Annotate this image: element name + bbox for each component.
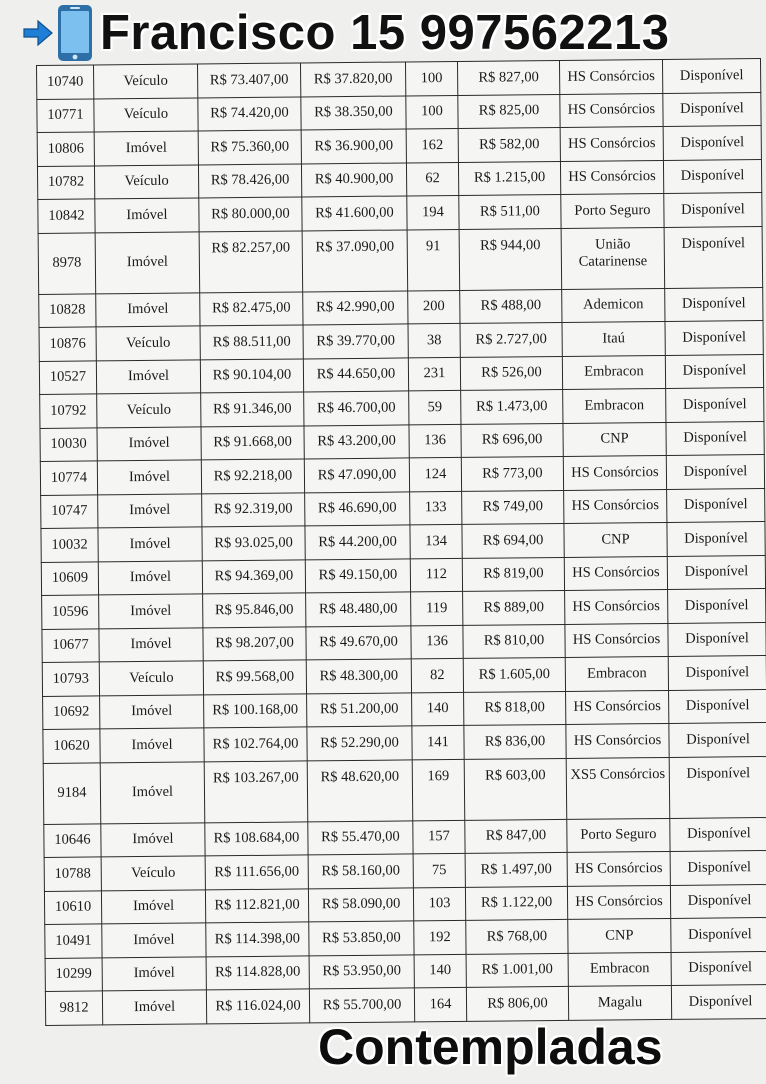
- cell-status: Disponível: [663, 92, 761, 126]
- cell-credit-value: R$ 114.828,00: [206, 955, 309, 989]
- cell-down-payment: R$ 53.950,00: [309, 954, 414, 989]
- cell-administrator: Embracon: [565, 656, 668, 690]
- cell-status: Disponível: [668, 656, 766, 690]
- cell-status: Disponível: [666, 388, 764, 422]
- cell-down-payment: R$ 48.300,00: [306, 659, 411, 694]
- cell-installment-value: R$ 1.122,00: [465, 886, 567, 920]
- cell-remaining-installments: 91: [407, 229, 460, 290]
- cell-remaining-installments: 194: [407, 195, 459, 229]
- table-row: [38, 226, 763, 294]
- cell-remaining-installments: 103: [413, 887, 465, 921]
- cell-installment-value: R$ 825,00: [458, 94, 560, 128]
- cell-administrator: HS Consórcios: [560, 93, 663, 127]
- cell-installment-value: R$ 944,00: [459, 228, 562, 290]
- cell-remaining-installments: 124: [409, 457, 461, 491]
- cell-down-payment: R$ 46.690,00: [305, 491, 410, 526]
- cell-asset-type: Veículo: [94, 64, 198, 98]
- cell-status: Disponível: [670, 851, 766, 885]
- cell-status: Disponível: [667, 555, 765, 589]
- cell-administrator: HS Consórcios: [559, 59, 662, 93]
- cell-down-payment: R$ 48.480,00: [306, 592, 411, 627]
- footer-title: Contempladas: [318, 1019, 663, 1075]
- cell-installment-value: R$ 603,00: [464, 758, 567, 820]
- cell-remaining-installments: 164: [414, 987, 466, 1021]
- cell-asset-type: Veículo: [101, 856, 205, 890]
- cell-credit-value: R$ 111.656,00: [205, 855, 308, 889]
- cell-credit-value: R$ 108.684,00: [205, 821, 308, 855]
- cell-credit-value: R$ 100.168,00: [204, 693, 307, 727]
- cell-remaining-installments: 82: [411, 658, 463, 692]
- cell-quota-code: 10609: [41, 561, 98, 595]
- cell-credit-value: R$ 73.407,00: [197, 63, 300, 97]
- cell-remaining-installments: 133: [410, 491, 462, 525]
- cell-credit-value: R$ 114.398,00: [206, 922, 309, 956]
- cell-down-payment: R$ 53.850,00: [309, 921, 414, 956]
- cell-status: Disponível: [664, 226, 763, 288]
- cell-quota-code: 10646: [44, 823, 101, 857]
- banner-contact-text: Francisco 15 997562213: [100, 6, 670, 60]
- cell-administrator: HS Consórcios: [567, 885, 670, 919]
- cell-status: Disponível: [667, 488, 765, 522]
- cell-quota-code: 10771: [37, 98, 94, 132]
- cell-asset-type: Imóvel: [96, 292, 200, 326]
- cell-status: Disponível: [669, 723, 766, 757]
- cell-credit-value: R$ 80.000,00: [199, 197, 302, 231]
- cell-installment-value: R$ 696,00: [461, 423, 563, 457]
- cell-credit-value: R$ 103.267,00: [204, 760, 308, 822]
- cell-administrator: HS Consórcios: [560, 160, 663, 194]
- cell-remaining-installments: 136: [409, 424, 461, 458]
- contact-banner: [22, 2, 669, 64]
- cell-credit-value: R$ 93.025,00: [202, 526, 305, 560]
- cell-credit-value: R$ 116.024,00: [206, 989, 309, 1023]
- cell-administrator: Magalu: [568, 985, 671, 1019]
- cell-installment-value: R$ 810,00: [463, 624, 565, 658]
- cell-down-payment: R$ 52.290,00: [307, 726, 412, 761]
- cell-installment-value: R$ 889,00: [463, 590, 565, 624]
- cell-installment-value: R$ 1.497,00: [465, 852, 567, 886]
- cell-remaining-installments: 100: [405, 61, 457, 95]
- cell-status: Disponível: [670, 884, 766, 918]
- cell-status: Disponível: [665, 321, 763, 355]
- cell-remaining-installments: 100: [406, 95, 458, 129]
- arrow-right-icon: [22, 18, 54, 48]
- cell-credit-value: R$ 90.104,00: [200, 358, 303, 392]
- cell-down-payment: R$ 42.990,00: [303, 290, 408, 325]
- cell-quota-code: 10842: [38, 199, 95, 233]
- cell-administrator: Ademicon: [562, 288, 665, 322]
- cell-installment-value: R$ 1.473,00: [461, 389, 563, 423]
- cell-remaining-installments: 162: [406, 128, 458, 162]
- cell-quota-code: 10740: [37, 65, 94, 99]
- cell-down-payment: R$ 36.900,00: [301, 129, 406, 164]
- cell-asset-type: Imóvel: [98, 560, 202, 594]
- cell-credit-value: R$ 91.668,00: [201, 425, 304, 459]
- cell-down-payment: R$ 48.620,00: [307, 759, 413, 821]
- cell-quota-code: 10876: [39, 327, 96, 361]
- cell-down-payment: R$ 55.470,00: [308, 820, 413, 855]
- cell-quota-code: 8978: [38, 232, 96, 294]
- cell-down-payment: R$ 55.700,00: [309, 988, 414, 1023]
- cell-asset-type: Imóvel: [98, 527, 202, 561]
- cell-quota-code: 10620: [43, 729, 100, 763]
- cell-administrator: HS Consórcios: [563, 455, 666, 489]
- cell-credit-value: R$ 99.568,00: [203, 660, 306, 694]
- cell-remaining-installments: 38: [408, 323, 460, 357]
- cell-asset-type: Imóvel: [95, 231, 200, 293]
- cell-administrator: Porto Seguro: [567, 818, 670, 852]
- cell-remaining-installments: 141: [412, 725, 464, 759]
- cell-quota-code: 10792: [40, 394, 97, 428]
- cell-status: Disponível: [671, 985, 766, 1019]
- cell-status: Disponível: [669, 756, 766, 818]
- cell-status: Disponível: [663, 159, 761, 193]
- cell-asset-type: Veículo: [96, 326, 200, 360]
- cell-down-payment: R$ 58.160,00: [308, 854, 413, 889]
- cell-asset-type: Veículo: [94, 164, 198, 198]
- cell-administrator: HS Consórcios: [565, 589, 668, 623]
- cell-remaining-installments: 134: [410, 524, 462, 558]
- cell-installment-value: R$ 818,00: [464, 691, 566, 725]
- cell-asset-type: Veículo: [97, 393, 201, 427]
- cell-installment-value: R$ 694,00: [462, 523, 564, 557]
- cell-asset-type: Imóvel: [100, 728, 204, 762]
- cell-quota-code: 10692: [43, 695, 100, 729]
- cell-remaining-installments: 59: [409, 390, 461, 424]
- cell-down-payment: R$ 44.650,00: [303, 357, 408, 392]
- cell-quota-code: 10299: [45, 957, 102, 991]
- cell-administrator: HS Consórcios: [564, 556, 667, 590]
- cell-quota-code: 10610: [44, 890, 101, 924]
- cell-administrator: HS Consórcios: [566, 690, 669, 724]
- cell-quota-code: 10806: [37, 132, 94, 166]
- cell-credit-value: R$ 112.821,00: [205, 888, 308, 922]
- cell-status: Disponível: [664, 193, 762, 227]
- cell-asset-type: Imóvel: [102, 956, 206, 990]
- cell-status: Disponível: [662, 59, 760, 93]
- cell-status: Disponível: [670, 817, 766, 851]
- cell-asset-type: Imóvel: [101, 889, 205, 923]
- cell-quota-code: 10491: [45, 924, 102, 958]
- cell-down-payment: R$ 43.200,00: [304, 424, 409, 459]
- cell-administrator: HS Consórcios: [567, 851, 670, 885]
- table-row: [43, 756, 766, 824]
- cell-installment-value: R$ 847,00: [465, 819, 567, 853]
- cell-asset-type: Imóvel: [99, 627, 203, 661]
- cell-quota-code: 10793: [42, 662, 99, 696]
- cell-installment-value: R$ 1.215,00: [458, 161, 560, 195]
- cell-credit-value: R$ 92.319,00: [202, 492, 305, 526]
- cell-installment-value: R$ 749,00: [462, 490, 564, 524]
- cell-asset-type: Imóvel: [100, 694, 204, 728]
- cell-installment-value: R$ 582,00: [458, 127, 560, 161]
- cell-down-payment: R$ 38.350,00: [301, 95, 406, 130]
- cell-remaining-installments: 136: [411, 625, 463, 659]
- cell-installment-value: R$ 511,00: [459, 194, 561, 228]
- quota-table-body: [37, 59, 766, 1025]
- quota-table: [36, 58, 766, 1025]
- cell-installment-value: R$ 836,00: [464, 724, 566, 758]
- cell-installment-value: R$ 1.605,00: [463, 657, 565, 691]
- cell-quota-code: 10030: [40, 427, 97, 461]
- cell-quota-code: 10782: [37, 165, 94, 199]
- cell-status: Disponível: [666, 421, 764, 455]
- cell-quota-code: 10774: [40, 461, 97, 495]
- cell-status: Disponível: [665, 354, 763, 388]
- cell-administrator: HS Consórcios: [565, 623, 668, 657]
- cell-remaining-installments: 75: [413, 853, 465, 887]
- cell-asset-type: Imóvel: [94, 131, 198, 165]
- cell-credit-value: R$ 95.846,00: [203, 593, 306, 627]
- cell-credit-value: R$ 82.475,00: [200, 291, 303, 325]
- cell-remaining-installments: 119: [411, 591, 463, 625]
- cell-down-payment: R$ 58.090,00: [308, 887, 413, 922]
- cell-asset-type: Imóvel: [95, 198, 199, 232]
- cell-installment-value: R$ 773,00: [461, 456, 563, 490]
- cell-down-payment: R$ 46.700,00: [304, 391, 409, 426]
- cell-down-payment: R$ 40.900,00: [301, 162, 406, 197]
- cell-remaining-installments: 140: [414, 954, 466, 988]
- cell-administrator: HS Consórcios: [564, 489, 667, 523]
- cell-status: Disponível: [671, 951, 766, 985]
- cell-down-payment: R$ 37.820,00: [300, 62, 405, 97]
- cell-quota-code: 9812: [45, 991, 102, 1025]
- cell-asset-type: Imóvel: [100, 761, 205, 823]
- cell-remaining-installments: 231: [408, 357, 460, 391]
- cell-credit-value: R$ 88.511,00: [200, 325, 303, 359]
- cell-installment-value: R$ 1.001,00: [466, 953, 568, 987]
- cell-installment-value: R$ 526,00: [460, 356, 562, 390]
- cell-down-payment: R$ 44.200,00: [305, 525, 410, 560]
- cell-administrator: Embracon: [568, 952, 671, 986]
- cell-installment-value: R$ 768,00: [466, 919, 568, 953]
- cell-down-payment: R$ 47.090,00: [304, 458, 409, 493]
- cell-down-payment: R$ 37.090,00: [302, 229, 408, 291]
- cell-down-payment: R$ 41.600,00: [302, 196, 407, 231]
- cell-credit-value: R$ 78.426,00: [198, 163, 301, 197]
- cell-administrator: Embracon: [562, 355, 665, 389]
- cell-down-payment: R$ 49.150,00: [305, 558, 410, 593]
- cell-asset-type: Imóvel: [101, 822, 205, 856]
- cell-asset-type: Imóvel: [102, 990, 206, 1024]
- cell-remaining-installments: 192: [414, 920, 466, 954]
- cell-administrator: Embracon: [563, 388, 666, 422]
- cell-down-payment: R$ 51.200,00: [307, 692, 412, 727]
- cell-asset-type: Imóvel: [97, 426, 201, 460]
- cell-administrator: XS5 Consórcios: [566, 757, 670, 819]
- cell-remaining-installments: 62: [406, 162, 458, 196]
- cell-asset-type: Imóvel: [97, 460, 201, 494]
- cell-quota-code: 10527: [39, 360, 96, 394]
- cell-quota-code: 9184: [43, 762, 101, 824]
- cell-administrator: Porto Seguro: [561, 193, 664, 227]
- cell-quota-code: 10677: [42, 628, 99, 662]
- cell-status: Disponível: [668, 589, 766, 623]
- cell-asset-type: Veículo: [94, 97, 198, 131]
- cell-administrator: HS Consórcios: [566, 723, 669, 757]
- cell-administrator: Itaú: [562, 321, 665, 355]
- listing-sheet: [36, 58, 766, 1025]
- cell-status: Disponível: [668, 622, 766, 656]
- cell-status: Disponível: [671, 918, 766, 952]
- cell-quota-code: 10032: [41, 528, 98, 562]
- cell-asset-type: Imóvel: [96, 359, 200, 393]
- cell-installment-value: R$ 806,00: [466, 986, 568, 1020]
- cell-credit-value: R$ 74.420,00: [198, 96, 301, 130]
- cell-administrator: HS Consórcios: [560, 126, 663, 160]
- cell-administrator: CNP: [568, 918, 671, 952]
- mobile-phone-icon: [56, 4, 94, 62]
- cell-quota-code: 10828: [39, 293, 96, 327]
- cell-installment-value: R$ 488,00: [460, 289, 562, 323]
- cell-quota-code: 10596: [42, 595, 99, 629]
- cell-remaining-installments: 112: [410, 558, 462, 592]
- cell-status: Disponível: [663, 126, 761, 160]
- cell-status: Disponível: [667, 522, 765, 556]
- cell-credit-value: R$ 102.764,00: [204, 727, 307, 761]
- cell-credit-value: R$ 91.346,00: [201, 392, 304, 426]
- cell-credit-value: R$ 75.360,00: [198, 130, 301, 164]
- cell-down-payment: R$ 49.670,00: [306, 625, 411, 660]
- cell-asset-type: Imóvel: [102, 923, 206, 957]
- cell-status: Disponível: [665, 287, 763, 321]
- cell-remaining-installments: 200: [408, 290, 460, 324]
- cell-asset-type: Imóvel: [99, 594, 203, 628]
- cell-credit-value: R$ 92.218,00: [201, 459, 304, 493]
- cell-down-payment: R$ 39.770,00: [303, 324, 408, 359]
- cell-status: Disponível: [666, 455, 764, 489]
- cell-asset-type: Veículo: [99, 661, 203, 695]
- cell-credit-value: R$ 98.207,00: [203, 626, 306, 660]
- cell-installment-value: R$ 2.727,00: [460, 322, 562, 356]
- cell-status: Disponível: [669, 689, 766, 723]
- cell-credit-value: R$ 82.257,00: [199, 230, 303, 292]
- cell-credit-value: R$ 94.369,00: [202, 559, 305, 593]
- cell-quota-code: 10747: [41, 494, 98, 528]
- cell-quota-code: 10788: [44, 857, 101, 891]
- cell-remaining-installments: 169: [412, 759, 465, 820]
- cell-administrator: CNP: [564, 522, 667, 556]
- cell-administrator: CNP: [563, 422, 666, 456]
- cell-remaining-installments: 140: [412, 692, 464, 726]
- cell-administrator: União Catarinense: [561, 227, 665, 289]
- cell-installment-value: R$ 819,00: [462, 557, 564, 591]
- cell-installment-value: R$ 827,00: [457, 60, 559, 94]
- cell-remaining-installments: 157: [413, 820, 465, 854]
- cell-asset-type: Imóvel: [98, 493, 202, 527]
